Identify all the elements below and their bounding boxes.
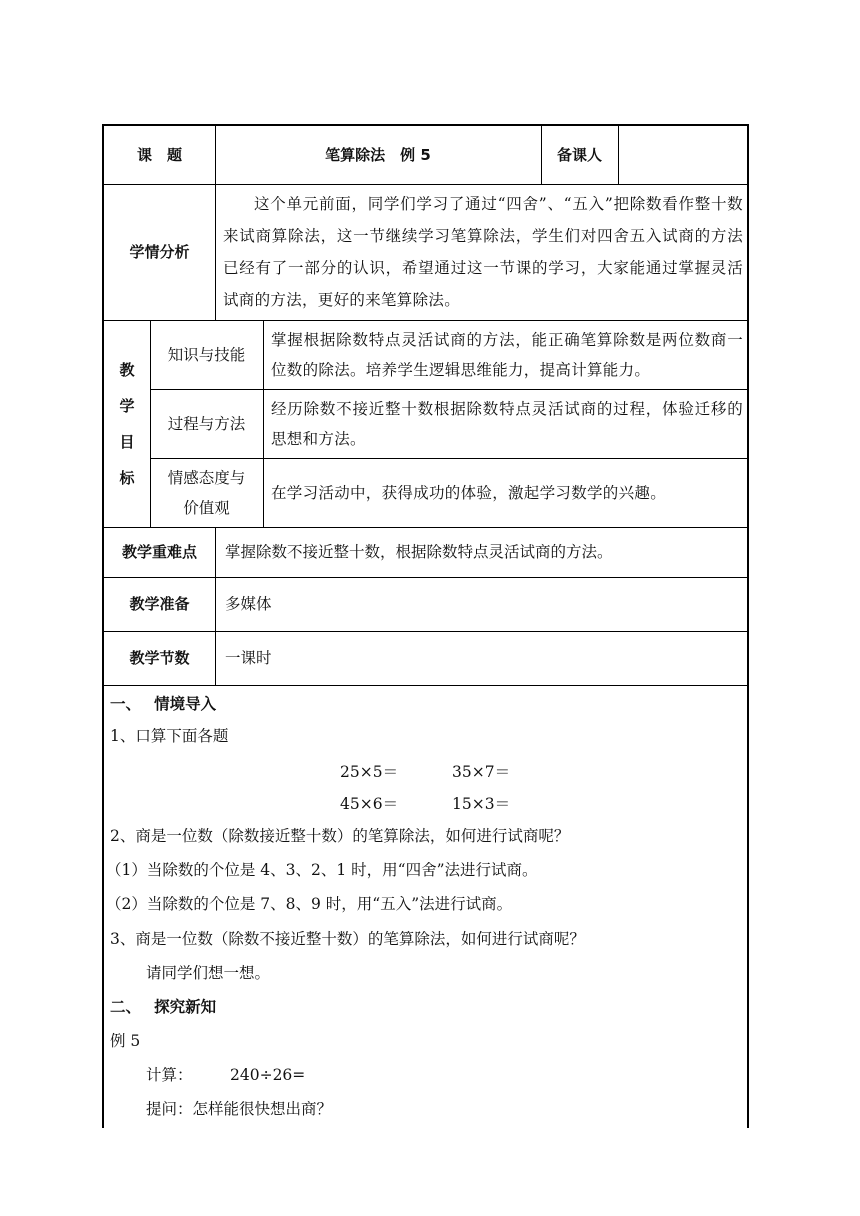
goal-name-attitude: 情感态度与价值观 [167, 468, 246, 517]
example-label: 例 5 [110, 1032, 141, 1050]
preparation-label: 教学准备 [129, 595, 190, 613]
topic-value: 笔算除法 例 5 [325, 146, 431, 164]
periods-value: 一课时 [225, 649, 272, 667]
analysis-text: 这个单元前面，同学们学习了通过“四舍”、“五入”把除数看作整十数来试商算除法，这一节继续学习笔算除法，学生们对四舍五入试商的方法已经有了一部分的认识，希望通过这一节课的学习，大家能通过掌握灵活试商的方法，更好的来笔算除法。 [223, 195, 743, 309]
section-heading: 一、 情境导入 [110, 695, 217, 713]
list-item: 1、口算下面各题 [110, 727, 229, 745]
list-item: （1）当除数的个位是 4、3、2、1 时，用“四舍”法进行试商。 [106, 861, 538, 879]
calc-label: 计算： [146, 1066, 193, 1084]
calc-expression: 25×5＝ [340, 763, 399, 781]
key-points-value: 掌握除数不接近整十数，根据除数特点灵活试商的方法。 [225, 543, 613, 561]
analysis-label: 学情分析 [129, 243, 190, 261]
note-text: 请同学们想一想。 [146, 964, 271, 982]
preparer-label: 备课人 [556, 146, 602, 164]
list-item: （2）当除数的个位是 7、8、9 时，用“五入”法进行试商。 [106, 895, 513, 913]
calc-expression: 35×7＝ [452, 763, 511, 781]
list-item: 3、商是一位数（除数不接近整十数）的笔算除法，如何进行试商呢？ [110, 930, 585, 948]
lesson-plan-table [102, 124, 749, 1128]
calc-expression: 45×6＝ [340, 795, 399, 813]
question-text: 提问：怎样能很快想出商？ [146, 1100, 333, 1118]
section-heading: 二、 探究新知 [110, 998, 217, 1016]
goals-label-char: 教 [119, 360, 135, 379]
preparer-value [618, 126, 747, 184]
calc-expression: 240÷26= [230, 1066, 306, 1084]
key-points-label: 教学重难点 [121, 543, 197, 561]
goal-text-attitude: 在学习活动中，获得成功的体验，激起学习数学的兴趣。 [271, 483, 667, 502]
list-item: 2、商是一位数（除数接近整十数）的笔算除法，如何进行试商呢？ [110, 827, 570, 845]
goal-text-knowledge: 掌握根据除数特点灵活试商的方法，能正确笔算除数是两位数商一位数的除法。培养学生逻辑思维能力，提高计算能力。 [271, 330, 743, 379]
preparation-value: 多媒体 [225, 595, 272, 613]
goal-text-process: 经历除数不接近整十数根据除数特点灵活试商的过程，体验迁移的思想和方法。 [271, 399, 743, 448]
calc-expression: 15×3＝ [452, 795, 511, 813]
rule [104, 685, 747, 686]
goals-label-char: 标 [119, 468, 135, 487]
goals-label [104, 320, 150, 527]
goal-name-process: 过程与方法 [167, 414, 246, 433]
goals-label-char: 目 [119, 432, 135, 451]
goals-label-char: 学 [119, 396, 135, 415]
goal-name-knowledge: 知识与技能 [167, 345, 246, 364]
periods-label: 教学节数 [129, 649, 190, 667]
topic-label: 课 题 [136, 146, 182, 164]
